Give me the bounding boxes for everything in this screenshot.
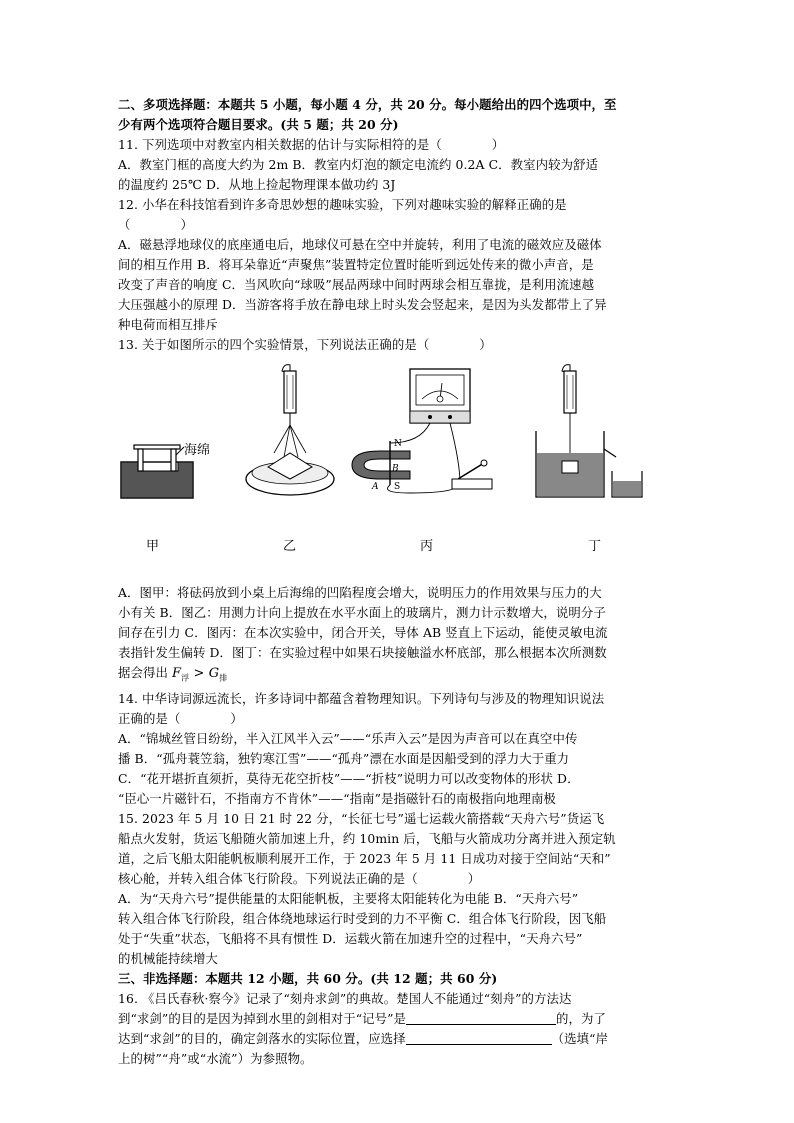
- formula-g: G: [208, 666, 220, 681]
- section2-header-line1: 二、多项选择题：本题共 5 小题，每小题 4 分，共 20 分。每小题给出的四个选项中，至: [118, 97, 617, 112]
- figure-jia-label: 甲: [146, 539, 160, 554]
- q13-stem: 13. 关于如图所示的四个实验情景，下列说法正确的是（ ）: [118, 337, 492, 352]
- q12-options-line1: A．磁悬浮地球仪的底座通电后，地球仪可悬在空中并旋转，利用了电流的磁效应及磁体: [118, 237, 602, 252]
- formula-op: >: [189, 666, 209, 681]
- q16-line3-text-a: 达到“求剑”的目的，确定剑落水的实际位置，应选择: [118, 1030, 406, 1046]
- buoyancy-formula: [172, 666, 227, 681]
- q13-options-line1: A．图甲：将砝码放到小桌上后海绵的凹陷程度会增大，说明压力的作用效果与压力的大: [118, 585, 602, 600]
- q11-options-line2: 的温度约 25℃ D．从地上捡起物理课本做功约 3J: [118, 177, 396, 192]
- q13-options-line2: 小有关 B．图乙：用测力计向上提放在水平水面上的玻璃片，测力计示数增大，说明分子: [118, 605, 606, 620]
- q16-line2-text-b: 的，为了: [556, 1010, 607, 1026]
- q13-options-line5: [118, 663, 680, 689]
- figure-bing-label-b: B: [392, 464, 399, 474]
- figure-yi-glass-plate: [244, 361, 336, 511]
- q15-line3: 道，之后飞船太阳能帆板顺利展开工作，于 2023 年 5 月 11 日成功对接于空间站“天和”: [118, 850, 611, 866]
- q16-line3: [118, 1029, 680, 1049]
- figure-bing-label-n: N: [394, 439, 402, 449]
- section2-header-line2: 少有两个选项符合题目要求。(共 5 题；共 20 分): [118, 117, 399, 132]
- q11-stem: 11. 下列选项中对教室内相关数据的估计与实际相符的是（ ）: [118, 137, 505, 152]
- q16-line2-text-a: 到“求剑”的目的是因为掉到水里的剑相对于“记号”是: [118, 1010, 407, 1026]
- q16-blank-2[interactable]: [406, 1030, 552, 1045]
- formula-f-sub: 浮: [181, 673, 190, 683]
- figure-jia-sponge-label: 海绵: [184, 443, 211, 458]
- q14-options-line4: “臣心一片磁针石，不指南方不肯休”——“指南”是指磁针石的南极指向地理南极: [118, 790, 556, 806]
- figure-yi-label: 乙: [283, 539, 297, 554]
- figure-bing-label-a: A: [372, 482, 379, 492]
- exam-page: [118, 95, 680, 1069]
- q13-options-line4: 表指针发生偏转 D．图丁：在实验过程中如果石块接触溢水杯底部，那么根据本次所测数: [118, 645, 607, 660]
- q15-line8: 的机械能持续增大: [118, 950, 218, 966]
- q16-line1: 16. 《吕氏春秋·察今》记录了“刻舟求剑”的典故。楚国人不能通过“刻舟”的方法达: [118, 990, 572, 1006]
- q14-options-line3: C．“花开堪折直须折，莫待无花空折枝”——“折枝”说明力可以改变物体的形状 D．: [118, 770, 580, 786]
- q16-line2: [118, 1009, 680, 1029]
- q11-options-line1: A．教室门框的高度大约为 2m B．教室内灯泡的额定电流约 0.2A C．教室内较为舒适: [118, 157, 599, 172]
- q12-options-line3: 改变了声音的响度 C．当风吹向“球吸”展品两球中间时两球会相互靠拢，是利用流速越: [118, 277, 595, 292]
- figure-ding-label: 丁: [588, 539, 602, 554]
- q14-stem-line2: 正确的是（ ）: [118, 710, 243, 726]
- figure-ding-overflow-cup: [530, 361, 650, 511]
- q14-options-line1: A．“锦城丝管日纷纷，半入江风半入云”——“乐声入云”是因为声音可以在真空中传: [118, 730, 578, 746]
- q16-blank-1[interactable]: [406, 1010, 556, 1025]
- q12-options-line4: 大压强越小的原理 D．当游客将手放在静电球上时头发会竖起来，是因为头发都带上了异: [118, 297, 607, 312]
- q15-line1: 15. 2023 年 5 月 10 日 21 时 22 分，“长征七号”遥七运载火箭搭载“天舟六号”货运飞: [118, 810, 605, 826]
- q12-options-line5: 种电荷而相互排斥: [118, 317, 218, 332]
- formula-g-sub: 排: [219, 673, 228, 683]
- q15-line2: 船点火发射，货运飞船随火箭加速上升，约 10min 后，飞船与火箭成功分离并进入预定轨: [118, 830, 616, 846]
- figure-bing-label-s: S: [394, 482, 401, 492]
- q12-options-line2: 间的相互作用 B．将耳朵靠近“声聚焦”装置特定位置时能听到远处传来的微小声音，是: [118, 257, 594, 272]
- q13-line5-prefix: 据会得出: [118, 665, 168, 680]
- q15-line6: 转入组合体飞行阶段，组合体绕地球运行时受到的力不平衡 C．组合体飞行阶段，因飞船: [118, 910, 607, 926]
- q13-figures: [118, 361, 680, 565]
- q16-line4: 上的树”“舟”或“水流”）为参照物。: [118, 1050, 313, 1066]
- formula-f: F: [172, 666, 182, 681]
- q14-stem-line1: 14. 中华诗词源远流长，许多诗词中都蕴含着物理知识。下列诗句与涉及的物理知识说法: [118, 690, 605, 706]
- q16-line3-text-b: （选填“岸: [551, 1030, 609, 1046]
- section3-header: 三、非选择题：本题共 12 小题，共 60 分。(共 12 题；共 60 分): [118, 970, 498, 986]
- q15-line4: 核心舱，并转入组合体飞行阶段。下列说法正确的是（ ）: [118, 870, 481, 886]
- q13-options-line3: 间存在引力 C．图丙：在本次实验中，闭合开关，导体 AB 竖直上下运动，能使灵敏电流: [118, 625, 608, 640]
- q15-line7: 处于“失重”状态，飞船将不具有惯性 D．运载火箭在加速升空的过程中，“天舟六号”: [118, 930, 583, 946]
- q12-stem: 12. 小华在科技馆看到许多奇思妙想的趣味实验，下列对趣味实验的解释正确的是: [118, 197, 567, 212]
- q14-options-line2: 播 B．“孤舟蓑笠翁，独钓寒江雪”——“孤舟”漂在水面是因船受到的浮力大于重力: [118, 750, 570, 766]
- figure-bing-label: 丙: [420, 539, 434, 554]
- q12-answer-paren: （ ）: [118, 217, 193, 232]
- q15-line5: A．为“天舟六号”提供能量的太阳能帆板，主要将太阳能转化为电能 B．“天舟六号”: [118, 890, 579, 906]
